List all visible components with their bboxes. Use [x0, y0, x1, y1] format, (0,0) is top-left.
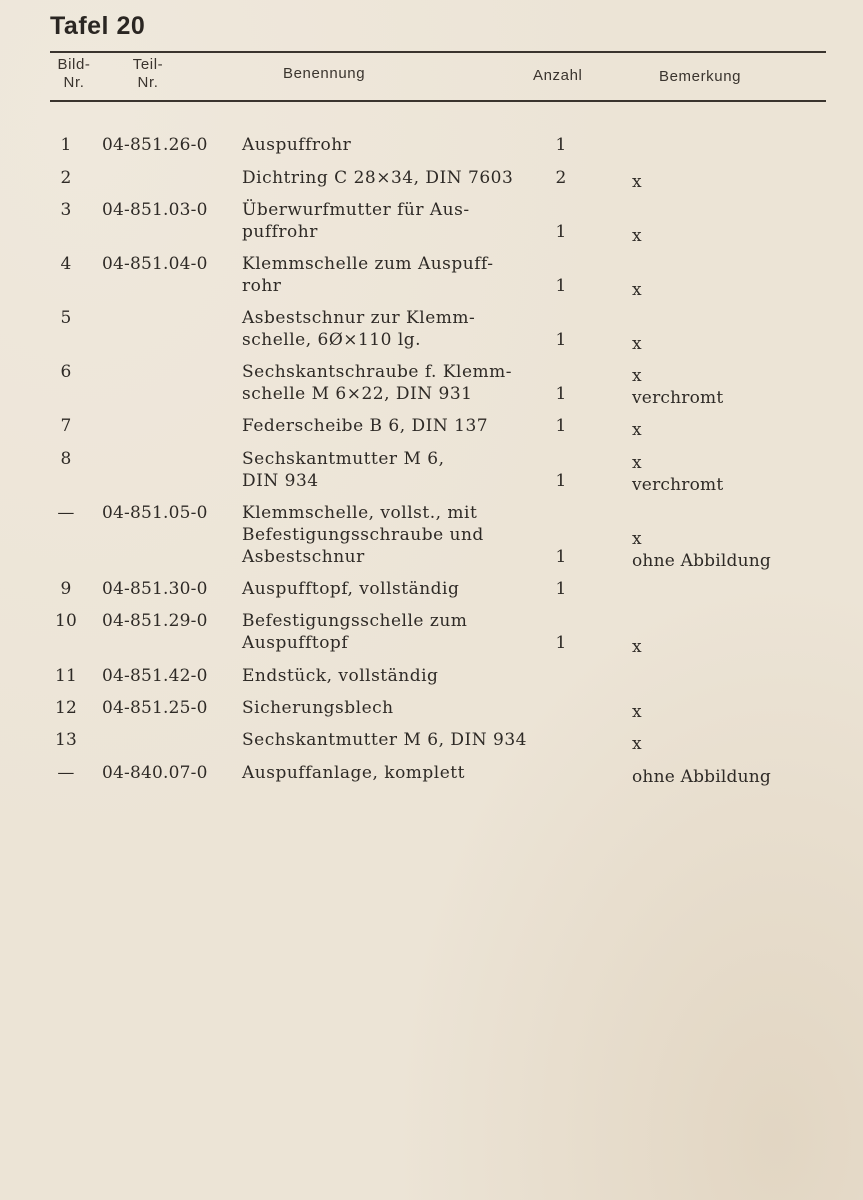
- row-bild-nr: —: [57, 503, 75, 523]
- header-benennung: Benennung: [283, 65, 366, 82]
- row-bild-nr: 3: [60, 200, 72, 220]
- row-bild-nr: 6: [60, 362, 72, 382]
- row-anzahl: 1: [555, 471, 567, 491]
- row-teil-nr: 04-851.30-0: [102, 579, 208, 599]
- row-benennung-line: Überwurfmutter für Aus-: [242, 200, 470, 220]
- row-benennung-line: Klemmschelle zum Auspuff-: [242, 254, 494, 274]
- row-bemerkung: x: [632, 366, 642, 386]
- row-benennung-line: Klemmschelle, vollst., mit: [242, 503, 478, 523]
- row-benennung-line: Sechskantmutter M 6, DIN 934: [242, 730, 527, 750]
- row-anzahl: 1: [555, 633, 567, 653]
- row-anzahl: 1: [555, 579, 567, 599]
- row-bild-nr: 13: [54, 730, 78, 750]
- row-benennung-line: Dichtring C 28×34, DIN 7603: [242, 168, 514, 188]
- row-bild-nr: 1: [60, 135, 72, 155]
- row-anzahl: 1: [555, 276, 567, 296]
- row-benennung-line: schelle M 6×22, DIN 931: [242, 384, 473, 404]
- row-benennung-line: Asbestschnur: [242, 547, 365, 567]
- row-teil-nr: 04-851.29-0: [102, 611, 208, 631]
- row-bemerkung: x: [632, 702, 642, 722]
- row-bild-nr: 10: [54, 611, 78, 631]
- row-benennung-line: Sicherungsblech: [242, 698, 394, 718]
- row-anzahl: 1: [555, 547, 567, 567]
- row-bild-nr: 7: [60, 416, 72, 436]
- row-benennung-line: Endstück, vollständig: [242, 666, 439, 686]
- row-benennung-line: rohr: [242, 276, 282, 296]
- header-teil-line1: Teil-: [132, 56, 164, 73]
- row-benennung-line: Federscheibe B 6, DIN 137: [242, 416, 489, 436]
- row-bemerkung: x: [632, 637, 642, 657]
- row-bemerkung: x: [632, 453, 642, 473]
- row-bemerkung: x: [632, 172, 642, 192]
- row-bemerkung: verchromt: [632, 388, 724, 408]
- header-teil-line2: Nr.: [137, 74, 159, 91]
- row-benennung-line: Asbestschnur zur Klemm-: [242, 308, 476, 328]
- header-teil-nr: [122, 56, 174, 92]
- header-bild-line1: Bild-: [57, 56, 91, 73]
- row-bild-nr: 12: [54, 698, 78, 718]
- header-top-rule: [50, 51, 826, 53]
- header-anzahl: Anzahl: [533, 67, 583, 84]
- row-benennung-line: Befestigungsschelle zum: [242, 611, 468, 631]
- row-bemerkung: ohne Abbildung: [632, 551, 771, 571]
- row-teil-nr: 04-851.26-0: [102, 135, 208, 155]
- row-benennung-line: Befestigungsschraube und: [242, 525, 484, 545]
- row-bild-nr: —: [57, 763, 75, 783]
- row-bemerkung: x: [632, 734, 642, 754]
- row-anzahl: 1: [555, 416, 567, 436]
- row-bild-nr: 9: [60, 579, 72, 599]
- row-teil-nr: 04-851.25-0: [102, 698, 208, 718]
- row-teil-nr: 04-840.07-0: [102, 763, 208, 783]
- row-benennung-line: Auspuffanlage, komplett: [242, 763, 465, 783]
- row-anzahl: 1: [555, 384, 567, 404]
- row-benennung-line: Auspuffrohr: [242, 135, 352, 155]
- header-bild-line2: Nr.: [63, 74, 85, 91]
- row-teil-nr: 04-851.42-0: [102, 666, 208, 686]
- row-bemerkung: x: [632, 226, 642, 246]
- row-bemerkung: x: [632, 334, 642, 354]
- row-bemerkung: x: [632, 529, 642, 549]
- row-bild-nr: 8: [60, 449, 72, 469]
- header-bemerkung: Bemerkung: [659, 68, 742, 85]
- row-teil-nr: 04-851.05-0: [102, 503, 208, 523]
- header-bild-nr: [50, 56, 98, 92]
- row-bild-nr: 2: [60, 168, 72, 188]
- header-bottom-rule: [50, 100, 826, 102]
- row-bemerkung: x: [632, 420, 642, 440]
- row-benennung-line: DIN 934: [242, 471, 319, 491]
- row-bemerkung: ohne Abbildung: [632, 767, 771, 787]
- row-anzahl: 1: [555, 330, 567, 350]
- row-bild-nr: 5: [60, 308, 72, 328]
- row-anzahl: 2: [555, 168, 567, 188]
- row-teil-nr: 04-851.03-0: [102, 200, 208, 220]
- row-benennung-line: Sechskantschraube f. Klemm-: [242, 362, 513, 382]
- row-anzahl: 1: [555, 222, 567, 242]
- row-bemerkung: verchromt: [632, 475, 724, 495]
- row-benennung-line: puffrohr: [242, 222, 318, 242]
- row-bild-nr: 11: [54, 666, 78, 686]
- row-benennung-line: Auspufftopf, vollständig: [242, 579, 460, 599]
- row-bemerkung: x: [632, 280, 642, 300]
- row-benennung-line: Auspufftopf: [242, 633, 349, 653]
- row-teil-nr: 04-851.04-0: [102, 254, 208, 274]
- row-anzahl: 1: [555, 135, 567, 155]
- row-benennung-line: Sechskantmutter M 6,: [242, 449, 445, 469]
- page-title: Tafel 20: [50, 12, 146, 40]
- row-bild-nr: 4: [60, 254, 72, 274]
- row-benennung-line: schelle, 6Ø×110 lg.: [242, 330, 422, 350]
